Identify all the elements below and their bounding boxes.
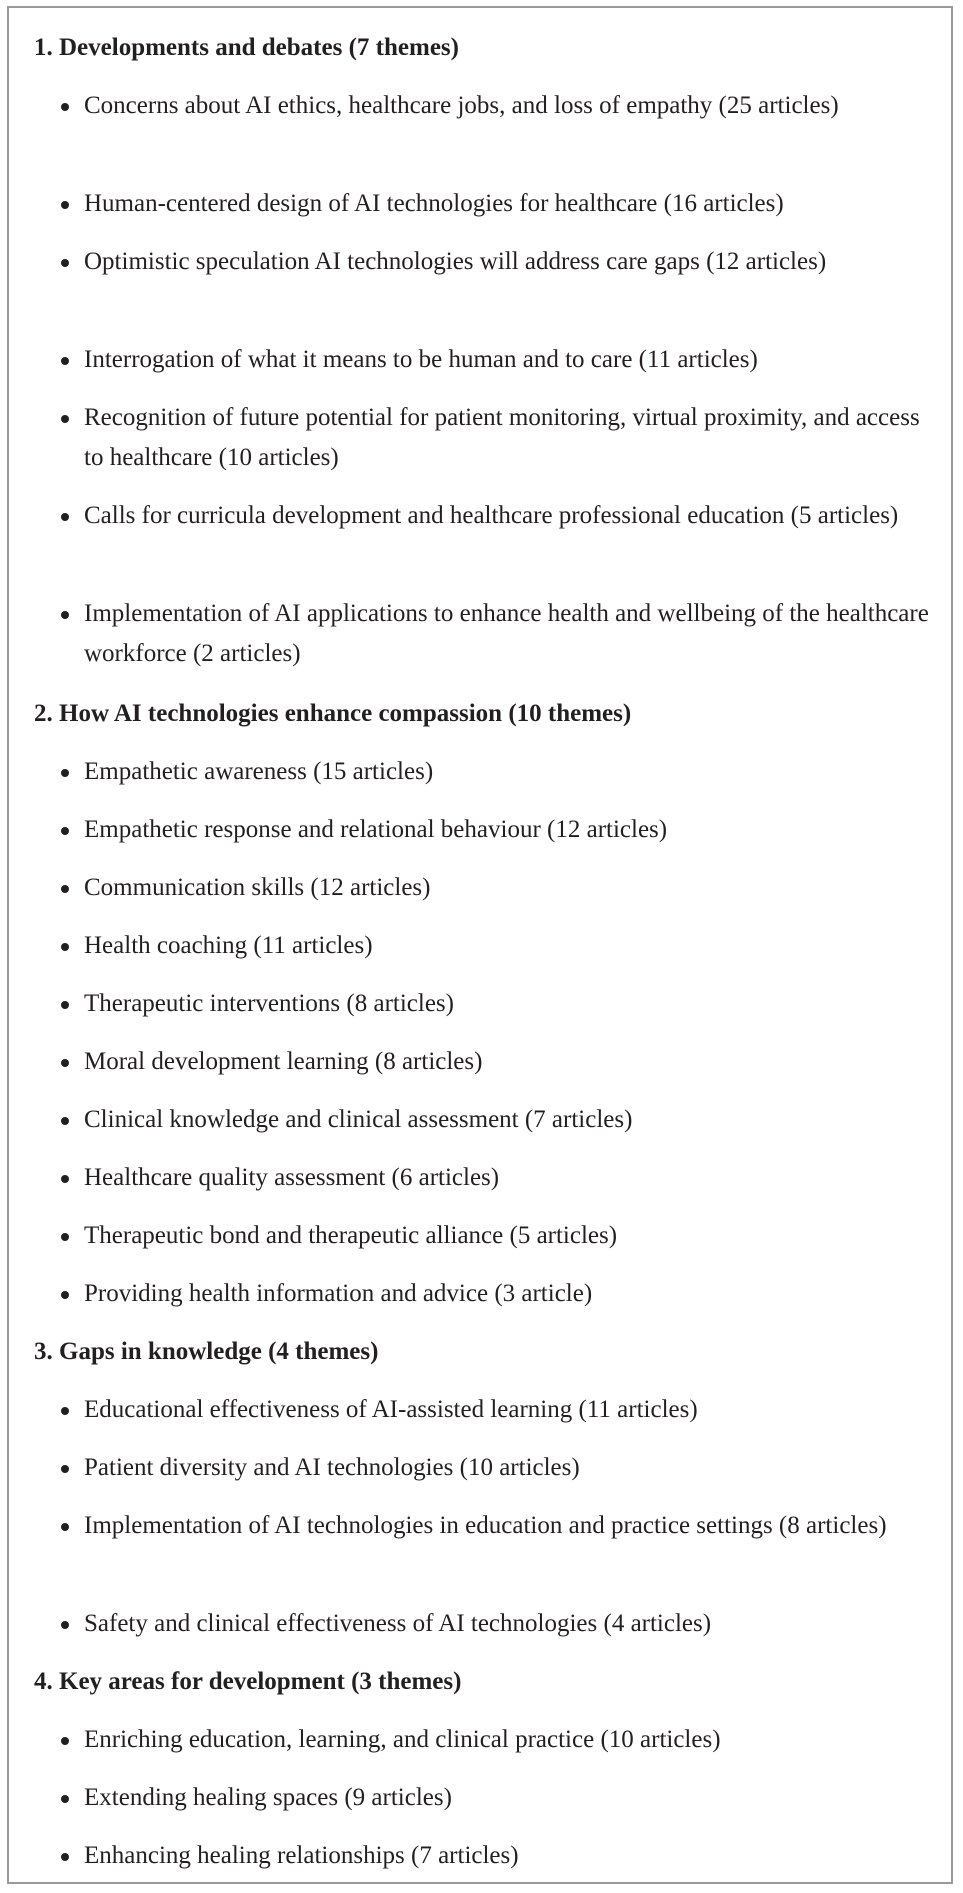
list-item-text: Empathetic awareness (15 articles) <box>84 758 434 785</box>
bullet-icon <box>61 201 69 209</box>
list-item-text: Human-centered design of AI technologies for healthcare (16 articles) <box>84 190 784 217</box>
list-item <box>61 810 941 850</box>
list-item <box>61 984 941 1024</box>
list-item-text: Enhancing healing relationships (7 articles) <box>84 1842 519 1869</box>
list-item-text: Calls for curricula development and healthcare professional education (5 articles) <box>84 502 899 529</box>
list-item <box>61 1448 941 1488</box>
list-item <box>61 1158 941 1198</box>
list-item-text: Concerns about AI ethics, healthcare jobs, and loss of empathy (25 articles) <box>84 92 839 119</box>
bullet-icon <box>61 827 69 835</box>
list-item-text: Moral development learning (8 articles) <box>84 1048 483 1075</box>
list-item <box>61 868 941 908</box>
list-item <box>61 752 941 792</box>
bullet-icon <box>61 513 69 521</box>
list-item <box>61 1604 941 1644</box>
section-heading-enhance-compassion: 2. How AI technologies enhance compassion (10 themes) <box>34 700 632 727</box>
list-item-text: Implementation of AI technologies in education and practice settings (8 articles) <box>84 1512 887 1539</box>
list-item-text: Clinical knowledge and clinical assessment (7 articles) <box>84 1106 633 1133</box>
bullet-icon <box>61 259 69 267</box>
bullet-icon <box>61 1291 69 1299</box>
bullet-icon <box>61 357 69 365</box>
section-heading-gaps-in-knowledge: 3. Gaps in knowledge (4 themes) <box>34 1338 379 1365</box>
list-item <box>61 1836 941 1876</box>
list-item-text: Therapeutic interventions (8 articles) <box>84 990 454 1017</box>
list-item-text: Healthcare quality assessment (6 articles) <box>84 1164 500 1191</box>
list-item <box>61 1506 941 1546</box>
list-item-text: Patient diversity and AI technologies (10 articles) <box>84 1454 580 1481</box>
list-item-text: Communication skills (12 articles) <box>84 874 431 901</box>
bullet-icon <box>61 103 69 111</box>
list-item <box>61 1274 941 1314</box>
bullet-icon <box>61 1853 69 1861</box>
bullet-icon <box>61 1621 69 1629</box>
list-item-text: Providing health information and advice (3 article) <box>84 1280 593 1307</box>
bullet-icon <box>61 943 69 951</box>
list-item-text: Health coaching (11 articles) <box>84 932 373 959</box>
list-item-text: Empathetic response and relational behaviour (12 articles) <box>84 816 668 843</box>
list-item <box>61 1100 941 1140</box>
list-item <box>61 398 941 478</box>
list-item <box>61 1390 941 1430</box>
bullet-icon <box>61 1737 69 1745</box>
list-item-text: Extending healing spaces (9 articles) <box>84 1784 452 1811</box>
bullet-icon <box>61 1795 69 1803</box>
list-item-text: Interrogation of what it means to be human and to care (11 articles) <box>84 346 758 373</box>
list-item <box>61 184 941 224</box>
bullet-icon <box>61 1465 69 1473</box>
bullet-icon <box>61 885 69 893</box>
list-item-text: Safety and clinical effectiveness of AI technologies (4 articles) <box>84 1610 712 1637</box>
list-item <box>61 496 941 536</box>
bullet-icon <box>61 1175 69 1183</box>
bullet-icon <box>61 1233 69 1241</box>
section-heading-key-areas: 4. Key areas for development (3 themes) <box>34 1668 462 1695</box>
bullet-icon <box>61 1117 69 1125</box>
list-item-text: Optimistic speculation AI technologies will address care gaps (12 articles) <box>84 248 827 275</box>
bullet-icon <box>61 769 69 777</box>
list-item <box>61 926 941 966</box>
list-item <box>61 86 941 126</box>
list-item <box>61 242 941 282</box>
list-item-text: Enriching education, learning, and clinical practice (10 articles) <box>84 1726 721 1753</box>
list-item <box>61 1778 941 1818</box>
list-item <box>61 1216 941 1256</box>
list-item <box>61 1042 941 1082</box>
list-item-text: Educational effectiveness of AI-assisted learning (11 articles) <box>84 1396 698 1423</box>
bullet-icon <box>61 1407 69 1415</box>
list-item <box>61 594 941 674</box>
bullet-icon <box>61 1523 69 1531</box>
bullet-icon <box>61 1059 69 1067</box>
bullet-icon <box>61 1001 69 1009</box>
section-heading-developments: 1. Developments and debates (7 themes) <box>34 34 459 61</box>
themes-table <box>7 6 953 1884</box>
bullet-icon <box>61 611 69 619</box>
list-item-text: Recognition of future potential for patient monitoring, virtual proximity, and access to healthcare (10 articles) <box>84 404 920 471</box>
themes-content <box>9 8 951 1882</box>
list-item-text: Implementation of AI applications to enhance health and wellbeing of the healthcare workforce (2 articles) <box>84 600 929 667</box>
list-item <box>61 340 941 380</box>
list-item-text: Therapeutic bond and therapeutic alliance (5 articles) <box>84 1222 618 1249</box>
list-item <box>61 1720 941 1760</box>
bullet-icon <box>61 415 69 423</box>
